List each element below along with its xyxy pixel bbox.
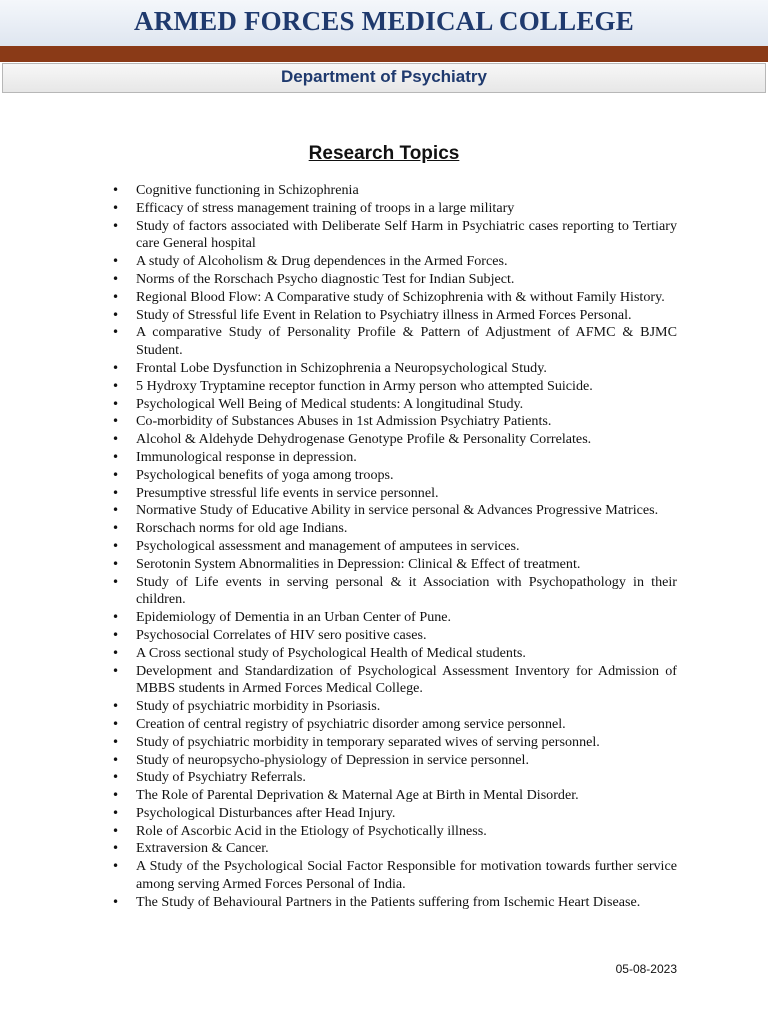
header-divider-band <box>0 46 768 62</box>
topic-item: • Study of psychiatric morbidity in Psoriasis. <box>112 698 677 716</box>
document-date: 05-08-2023 <box>615 962 677 976</box>
topic-item: • Role of Ascorbic Acid in the Etiology of Psychotically illness. <box>112 823 677 841</box>
topic-item: • Alcohol & Aldehyde Dehydrogenase Genotype Profile & Personality Correlates. <box>112 431 677 449</box>
topic-item: • The Study of Behavioural Partners in the Patients suffering from Ischemic Heart Disease. <box>112 894 677 912</box>
topic-item: • 5 Hydroxy Tryptamine receptor function in Army person who attempted Suicide. <box>112 378 677 396</box>
topic-item: • Immunological response in depression. <box>112 449 677 467</box>
topic-item: • Psychological Disturbances after Head Injury. <box>112 805 677 823</box>
topic-item: • Psychological Well Being of Medical students: A longitudinal Study. <box>112 396 677 414</box>
topic-item: • Development and Standardization of Psychological Assessment Inventory for Admission of MBBS students in Armed Forces Medical College. <box>112 663 677 699</box>
topic-item: • Cognitive functioning in Schizophrenia <box>112 182 677 200</box>
topic-item: • A Study of the Psychological Social Factor Responsible for motivation towards further service among serving Armed Forces Personal of India. <box>112 858 677 894</box>
topic-item: • Psychological assessment and management of amputees in services. <box>112 538 677 556</box>
topic-item: • Study of Psychiatry Referrals. <box>112 769 677 787</box>
topic-item: • Psychological benefits of yoga among troops. <box>112 467 677 485</box>
topic-item: • Regional Blood Flow: A Comparative study of Schizophrenia with & without Family History. <box>112 289 677 307</box>
topic-item: • Study of psychiatric morbidity in temporary separated wives of serving personnel. <box>112 734 677 752</box>
college-banner <box>0 0 768 47</box>
topic-item: • Co-morbidity of Substances Abuses in 1st Admission Psychiatry Patients. <box>112 413 677 431</box>
page-heading: Research Topics <box>308 143 460 164</box>
department-bar <box>2 63 766 93</box>
topic-item: • A study of Alcoholism & Drug dependences in the Armed Forces. <box>112 253 677 271</box>
topic-item: • Presumptive stressful life events in service personnel. <box>112 485 677 503</box>
topic-item: • Extraversion & Cancer. <box>112 840 677 858</box>
topic-item: • Psychosocial Correlates of HIV sero positive cases. <box>112 627 677 645</box>
topic-item: • Normative Study of Educative Ability in service personal & Advances Progressive Matrices. <box>112 502 677 520</box>
topic-item: • Study of Life events in serving personal & it Association with Psychopathology in their children. <box>112 574 677 610</box>
topic-item: • Serotonin System Abnormalities in Depression: Clinical & Effect of treatment. <box>112 556 677 574</box>
college-title: ARMED FORCES MEDICAL COLLEGE <box>134 6 634 36</box>
topic-item: • Study of factors associated with Deliberate Self Harm in Psychiatric cases reporting to Tertiary care General hospital <box>112 218 677 254</box>
topic-item: • Study of Stressful life Event in Relation to Psychiatry illness in Armed Forces Personal. <box>112 307 677 325</box>
topic-item: • Frontal Lobe Dysfunction in Schizophrenia a Neuropsychological Study. <box>112 360 677 378</box>
topic-item: • A Cross sectional study of Psychological Health of Medical students. <box>112 645 677 663</box>
topic-item: • Creation of central registry of psychiatric disorder among service personnel. <box>112 716 677 734</box>
topic-item: • Norms of the Rorschach Psycho diagnostic Test for Indian Subject. <box>112 271 677 289</box>
topic-item: • Efficacy of stress management training of troops in a large military <box>112 200 677 218</box>
department-title: Department of Psychiatry <box>281 67 487 86</box>
topic-item: • The Role of Parental Deprivation & Maternal Age at Birth in Mental Disorder. <box>112 787 677 805</box>
research-topic-list <box>112 182 677 912</box>
topic-item: • Epidemiology of Dementia in an Urban Center of Pune. <box>112 609 677 627</box>
topic-item: • Study of neuropsycho-physiology of Depression in service personnel. <box>112 752 677 770</box>
topic-item: • A comparative Study of Personality Profile & Pattern of Adjustment of AFMC & BJMC Student. <box>112 324 677 360</box>
topic-item: • Rorschach norms for old age Indians. <box>112 520 677 538</box>
